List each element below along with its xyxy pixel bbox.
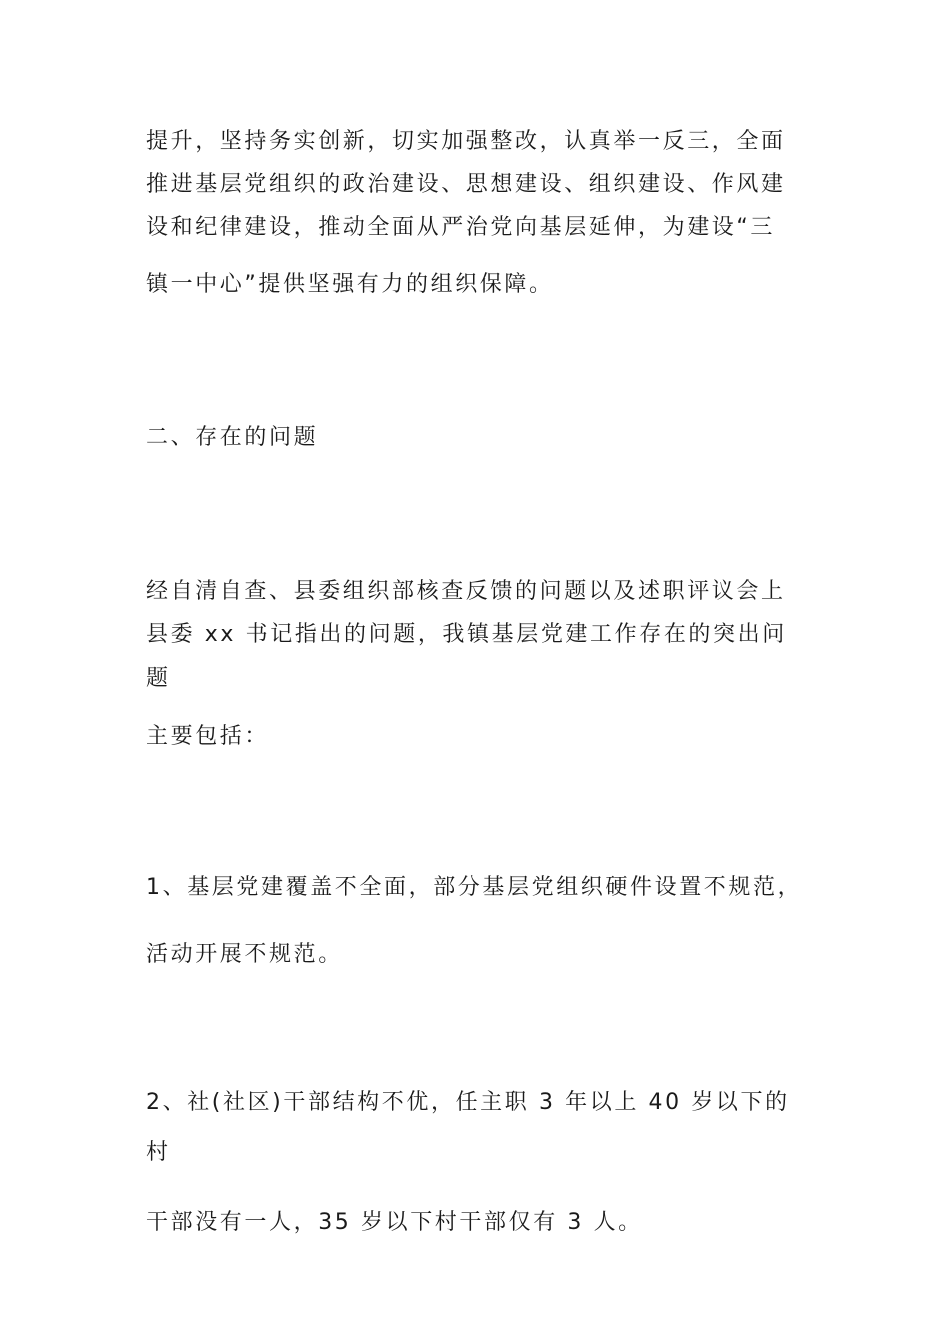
text-line: 县委 xx 书记指出的问题，我镇基层党建工作存在的突出问 <box>146 622 787 647</box>
text-line: 设和纪律建设，推动全面从严治党向基层延伸，为建设“三 <box>146 215 775 240</box>
text-line: 活动开展不规范。 <box>146 942 343 967</box>
section-heading: 二、存在的问题 <box>146 425 319 450</box>
text-line: 1、基层党建覆盖不全面，部分基层党组织硬件设置不规范， <box>146 875 803 900</box>
text-line: 经自清自查、县委组织部核查反馈的问题以及述职评议会上 <box>146 579 786 604</box>
text-line: 村 <box>146 1140 171 1165</box>
text-line: 题 <box>146 666 171 691</box>
text-line: 主要包括： <box>146 724 270 749</box>
text-line: 干部没有一人，35 岁以下村干部仅有 3 人。 <box>146 1210 643 1235</box>
text-line: 提升，坚持务实创新，切实加强整改，认真举一反三，全面 <box>146 129 786 154</box>
text-line: 2、社(社区)干部结构不优，任主职 3 年以上 40 岁以下的 <box>146 1090 790 1115</box>
text-line: 镇一中心”提供坚强有力的组织保障。 <box>146 272 554 297</box>
text-line: 推进基层党组织的政治建设、思想建设、组织建设、作风建 <box>146 172 786 197</box>
